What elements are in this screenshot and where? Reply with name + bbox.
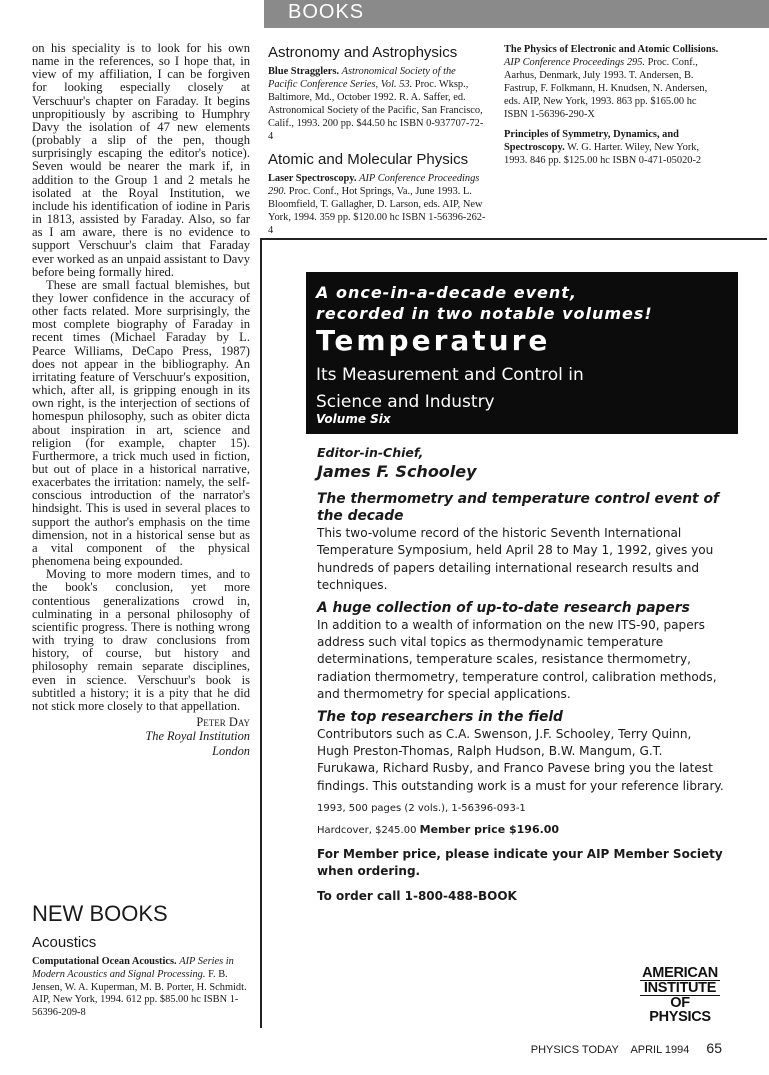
- ad-member-price: Member price $196.00: [419, 822, 560, 836]
- ad-tagline: [316, 282, 653, 324]
- ad-publication-info: 1993, 500 pages (2 vols.), 1-56396-093-1: [317, 802, 526, 814]
- ad-hardcover-price: Hardcover, $245.00: [317, 824, 417, 836]
- book-entry: [32, 956, 250, 1020]
- ad-section-body: In addition to a wealth of information on the new ITS-90, papers address such vital topics as thermodynamic temperature determinations, temperature scales, resistance thermometry, radiation thermometry, temperature control, calibration methods, and thermometry for special applications.: [317, 618, 717, 701]
- ad-member-note: For Member price, please indicate your AIP Member Society when ordering.: [317, 846, 723, 878]
- review-column: [32, 42, 250, 758]
- section-header-bar: [264, 0, 769, 28]
- ad-editor-label: Editor-in-Chief,: [317, 445, 424, 460]
- aip-logo-line: AMERICAN: [640, 966, 720, 981]
- book-series: AIP Conference Proceedings 290.: [268, 173, 480, 198]
- reviewer-signature: [32, 715, 250, 759]
- ad-section-heading: The thermometry and temperature control event of the decade: [317, 491, 719, 525]
- book-entry: [268, 66, 486, 143]
- advertisement-body: [317, 444, 727, 905]
- book-series: Astronomical Society of the Pacific Conference Series, Vol. 53.: [268, 66, 456, 90]
- listing-column-right: [504, 44, 722, 176]
- ad-volume: Volume Six: [316, 412, 391, 426]
- ad-section-body: Contributors such as C.A. Swenson, J.F. Schooley, Terry Quinn, Hugh Preston-Thomas, Ralph Hudson, B.W. Mangum, G.T. Furukawa, Richard Rusby, and Franco Pavese bring you the latest findings. This outstanding work is a must for your reference library.: [317, 727, 724, 793]
- book-entry: [504, 129, 722, 168]
- ad-order-line: To order call 1-800-488-BOOK: [317, 888, 517, 903]
- ad-section-body: This two-volume record of the historic Seventh International Temperature Symposium, held April 28 to May 1, 1992, gives you hundreds of papers detailing international research results and techniques.: [317, 526, 714, 592]
- section-heading-acoustics: Acoustics: [32, 934, 97, 951]
- book-title: Principles of Symmetry, Dynamics, and Spectroscopy.: [504, 129, 679, 154]
- book-series: AIP Series in Modern Acoustics and Signal Processing.: [32, 956, 234, 980]
- book-entry: [504, 44, 722, 121]
- book-details: Proc. Conf., Aarhus, Denmark, July 1993. T. Andersen, B. Fastrup, F. Folkmann, H. Knudsen, N. Andersen, eds. AIP, New York, 1993. 863 pp. $165.00 hc ISBN 1-56396-290-X: [504, 56, 708, 120]
- advertisement-banner: [306, 272, 738, 434]
- section-heading-atomic: Atomic and Molecular Physics: [268, 151, 469, 169]
- book-details: Proc. Wksp., Baltimore, Md., October 1992. R. A. Saffer, ed. Astronomical Society of the Pacific, San Francisco, Calif., 1993. 200 pp. $44.50 hc ISBN 0-937707-72-4: [268, 78, 484, 142]
- review-paragraph: Moving to more modern times, and to the book's conclusion, yet more contentious generalizations crowd in, culminating in a personal philosophy of scientific progress. There is nothing wrong with trying to draw conclusions from history, of course, but history and philosophy remain separate disciplines, even in science. Verschuur's book is subtitled a history; it is a pity that he did not stick more closely to that appellation.: [32, 567, 250, 713]
- ad-section-heading: A huge collection of up-to-date research papers: [317, 600, 690, 617]
- ad-subtitle: [316, 362, 584, 416]
- ad-subtitle-line: Science and Industry: [316, 392, 495, 412]
- new-books-heading: NEW BOOKS: [32, 901, 168, 926]
- book-series: AIP Conference Proceedings 295.: [504, 56, 646, 68]
- listing-column-middle: [268, 44, 486, 246]
- review-paragraph: on his speciality is to look for his own name in the references, so I hope that, in view of my affiliation, I can be forgiven for looking especially closely at Verschuur's chapter on Faraday. It begins unpropitiously by ascribing to Humphry Davy the isolation of 47 new elements (probably a slip of the pen, though surprisingly escaping the editor's notice). Seven would be nearer the mark if, in addition to the Group 1 and 2 metals he isolated at the Royal Institution, we include his identification of iodine in Paris in 1813, assisted by Faraday. Also, so far as I am aware, there is no evidence to support Verschuur's claim that Faraday ever worked as an unpaid assistant to Davy before being formally hired.: [32, 41, 250, 279]
- footer-date: APRIL 1994: [630, 1044, 690, 1056]
- section-heading-astronomy: Astronomy and Astrophysics: [268, 44, 458, 61]
- aip-logo-line: OF PHYSICS: [649, 995, 711, 1025]
- book-title: Computational Ocean Acoustics.: [32, 956, 177, 967]
- aip-logo: [640, 966, 720, 1024]
- section-title: BOOKS: [288, 1, 365, 23]
- book-details: Proc. Conf., Hot Springs, Va., June 1993. L. Bloomfield, T. Gallagher, D. Larson, eds. AIP, New York, 1994. 359 pp. $120.00 hc ISBN 1-56396-262-4: [268, 186, 486, 237]
- book-title: Laser Spectroscopy.: [268, 173, 357, 185]
- book-details: W. G. Harter. Wiley, New York, 1993. 846 pp. $125.00 hc ISBN 0-471-05020-2: [504, 142, 702, 167]
- reviewer-city: London: [212, 743, 250, 758]
- review-paragraph: These are small factual blemishes, but they lower confidence in the accuracy of other facts related. More surprisingly, the most complete biography of Faraday in recent times (Michael Faraday by L. Pearce Williams, DeCapo Press, 1987) does not appear in the bibliography. An irritating feature of Verschuur's exposition, which, after all, is gripping enough in its own right, is the interjection of sections of homespun philosophy, such as obiter dicta about inspiration in art, science and religion (for example, chapter 15). Furthermore, a trick much used in fiction, but out of place in a historical narrative, exacerbates the irritation: namely, the self-conscious introduction of the narrator's hindsight. This is used in several places to support the author's emphasis on the time dimension, not in a historical sense but as a vital component of the physical phenomena being expounded.: [32, 277, 250, 569]
- book-entry: [268, 173, 486, 238]
- book-title: The Physics of Electronic and Atomic Collisions.: [504, 44, 719, 55]
- ad-pricing: [317, 823, 727, 838]
- ad-editor-name: James F. Schooley: [317, 462, 477, 482]
- book-title: Blue Stragglers.: [268, 66, 339, 77]
- reviewer-name: Peter Day: [196, 714, 250, 729]
- ad-title: Temperature: [316, 324, 551, 357]
- book-details: F. B. Jensen, W. A. Kuperman, M. B. Porter, H. Schmidt. AIP, New York, 1994. 612 pp. $85.00 hc ISBN 1-56396-209-8: [32, 968, 247, 1019]
- aip-logo-line: INSTITUTE: [640, 981, 720, 996]
- reviewer-affiliation: The Royal Institution: [145, 729, 250, 744]
- ad-tagline-line: recorded in two notable volumes!: [316, 304, 653, 323]
- page-number: 65: [706, 1040, 722, 1056]
- footer-journal: PHYSICS TODAY: [530, 1044, 619, 1056]
- ad-subtitle-line: Its Measurement and Control in: [316, 365, 584, 385]
- ad-section-heading: The top researchers in the field: [317, 709, 563, 726]
- ad-tagline-line: A once-in-a-decade event,: [316, 283, 577, 302]
- page-footer: [500, 1040, 722, 1056]
